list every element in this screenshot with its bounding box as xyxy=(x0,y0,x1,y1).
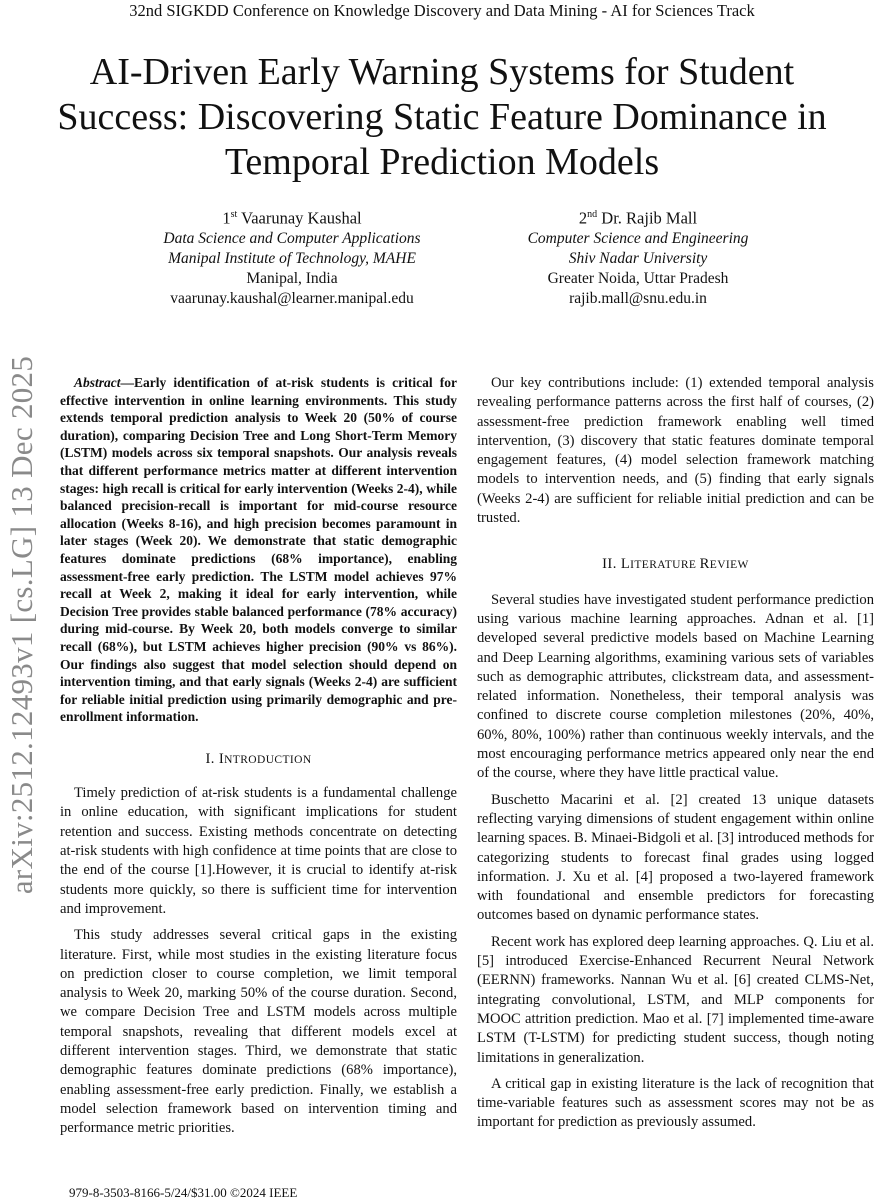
section-title-rest: NTRODUCTION xyxy=(224,753,312,766)
lit-paragraph-1: Several studies have investigated student performance prediction using various machine learning approaches. Adnan et al. [1] developed several predictive models based on Machine Learning and Deep Learning algorithms, examining various sets of variables such as demographic attributes, clickstream data, and assessment-related information. Nonetheless, their temporal analysis was confined to discrete course completion milestones (20%, 40%, 60%, 80%, 100%) rather than continuous weekly intervals, and the most encouraging performance metrics appeared only near the end of the course, where they have little practical value. xyxy=(477,591,874,782)
author-block-1 xyxy=(102,205,482,309)
section-numeral: II. xyxy=(602,556,617,573)
author-name-text: Dr. Rajib Mall xyxy=(601,208,698,228)
author-name-text: Vaarunay Kaushal xyxy=(241,208,362,228)
abstract-text: —Early identification of at-risk students is critical for effective intervention in online learning environments. This study extends temporal prediction analysis to Week 20 (50% of course duration), comparing Decision Tree and Long Short-Term Memory (LSTM) models across six temporal snapshots. Our analysis reveals that different performance metrics matter at different intervention stages: high recall is critical for early intervention (Weeks 2-4), while balanced precision-recall is important for mid-course resource allocation (Weeks 8-16), and high precision becomes paramount in later stages (Week 20). We demonstrate that static demographic features dominate predictions (68% importance), enabling assessment-free early prediction. The LSTM model achieves 97% recall at Week 2, making it ideal for early intervention, while Decision Tree provides stable balanced performance (78% accuracy) during mid-course. By Week 20, both models converge to similar recall (68%), but LSTM achieves higher precision (90% vs 86%). Our findings also suggest that model selection should depend on intervention timing, and that early signals (Weeks 2-4) are sufficient for reliable initial prediction using primarily demographic and pre-enrollment information. xyxy=(60,375,457,725)
author-email: rajib.mall@snu.edu.in xyxy=(569,289,707,307)
lit-paragraph-2: Buschetto Macarini et al. [2] created 13 unique datasets reflecting varying dimensions of student engagement within online learning spaces. B. Minaei-Bidgoli et al. [3] introduced methods for categorizing students to forecast final grades using logged information. J. Xu et al. [4] proposed a two-layered framework with foundational and ensemble predictors for forecasting outcomes based on dynamic performance states. xyxy=(477,791,874,924)
abstract xyxy=(60,374,457,726)
section-title-rest: ITERATURE xyxy=(630,559,700,572)
section-title-rest-2: EVIEW xyxy=(709,559,749,572)
lit-paragraph-4: A critical gap in existing literature is the lack of recognition that time-variable features such as assessment scores may not be as important for prediction as previously assumed. xyxy=(477,1075,874,1131)
section-title-initial: I xyxy=(218,750,225,767)
author-ordinal: 2 xyxy=(578,208,588,228)
arxiv-id: arXiv:2512.12493v1 [cs.LG] 13 Dec 2025 xyxy=(4,355,39,895)
conference-header: 32nd SIGKDD Conference on Knowledge Discovery and Data Mining - AI for Sciences Track xyxy=(129,1,755,20)
intro-paragraph-1: Timely prediction of at-risk students is a fundamental challenge in online education, with significant implications for student retention and success. Existing methods concentrate on detecting at-risk students with high confidence at time points that are close to the end of the course [1].However, it is crucial to identify at-risk students more quickly, so there is sufficient time for intervention and improvement. xyxy=(60,785,457,917)
author-org: Manipal Institute of Technology, MAHE xyxy=(168,249,416,267)
author-dept: Data Science and Computer Applications xyxy=(163,229,421,247)
author-location: Greater Noida, Uttar Pradesh xyxy=(547,269,729,287)
left-column xyxy=(60,374,457,1139)
section-heading-introduction xyxy=(60,750,457,770)
lit-paragraph-3: Recent work has explored deep learning approaches. Q. Liu et al. [5] introduced Exercise-Enhanced Recurrent Neural Network (EERNN) frameworks. Nannan Wu et al. [6] created CLMS-Net, integrating convolutional, LSTM, and MLP components for MOOC attrition prediction. Mao et al. [7] implemented time-aware LSTM (T-LSTM) for predicting student success, though noting limitations in generalization. xyxy=(477,933,874,1066)
author-ordinal-suffix: st xyxy=(230,209,238,220)
author-ordinal-suffix: nd xyxy=(587,209,598,220)
copyright-footer: 979-8-3503-8166-5/24/$31.00 ©2024 IEEE xyxy=(69,1185,298,1200)
author-ordinal: 1 xyxy=(222,208,231,228)
section-heading-literature-review xyxy=(477,555,874,575)
author-dept: Computer Science and Engineering xyxy=(527,229,749,247)
author-email: vaarunay.kaushal@learner.manipal.edu xyxy=(170,289,414,307)
section-title-initial: L xyxy=(620,556,631,573)
right-column xyxy=(477,374,874,1133)
abstract-label: Abstract xyxy=(74,375,121,390)
author-org: Shiv Nadar University xyxy=(568,249,708,267)
arxiv-sidebar xyxy=(0,315,44,935)
section-numeral: I. xyxy=(205,750,215,767)
author-location: Manipal, India xyxy=(246,269,338,287)
intro-paragraph-2: This study addresses several critical gaps in the existing literature. First, while most studies in the existing literature focus on prediction closer to course completion, we limit temporal analysis to Week 20, marking 50% of the course duration. Second, we compare Decision Tree and LSTM models across multiple temporal snapshots, revealing that different models excel at different intervention stages. Third, we demonstrate that static demographic features dominate predictions (68% importance), enabling assessment-free early prediction. Finally, we establish a model selection framework based on intervention timing and performance metric priorities. xyxy=(60,927,457,1137)
author-name xyxy=(448,205,828,229)
section-title-initial-2: R xyxy=(699,556,710,573)
author-name xyxy=(102,205,482,229)
author-block-2 xyxy=(448,205,828,309)
contributions-paragraph: Our key contributions include: (1) extended temporal analysis revealing performance patterns across the first half of courses, (2) assessment-free prediction framework enabling well timed intervention, (3) discovery that static features dominate temporal engagement features, (4) model selection framework matching models to intervention needs, and (5) finding that early signals (Weeks 2-4) are sufficient for reliable initial prediction and can be trusted. xyxy=(477,375,874,527)
paper-title: AI-Driven Early Warning Systems for Student Success: Discovering Static Feature Dominance in Temporal Prediction Models xyxy=(57,51,827,183)
